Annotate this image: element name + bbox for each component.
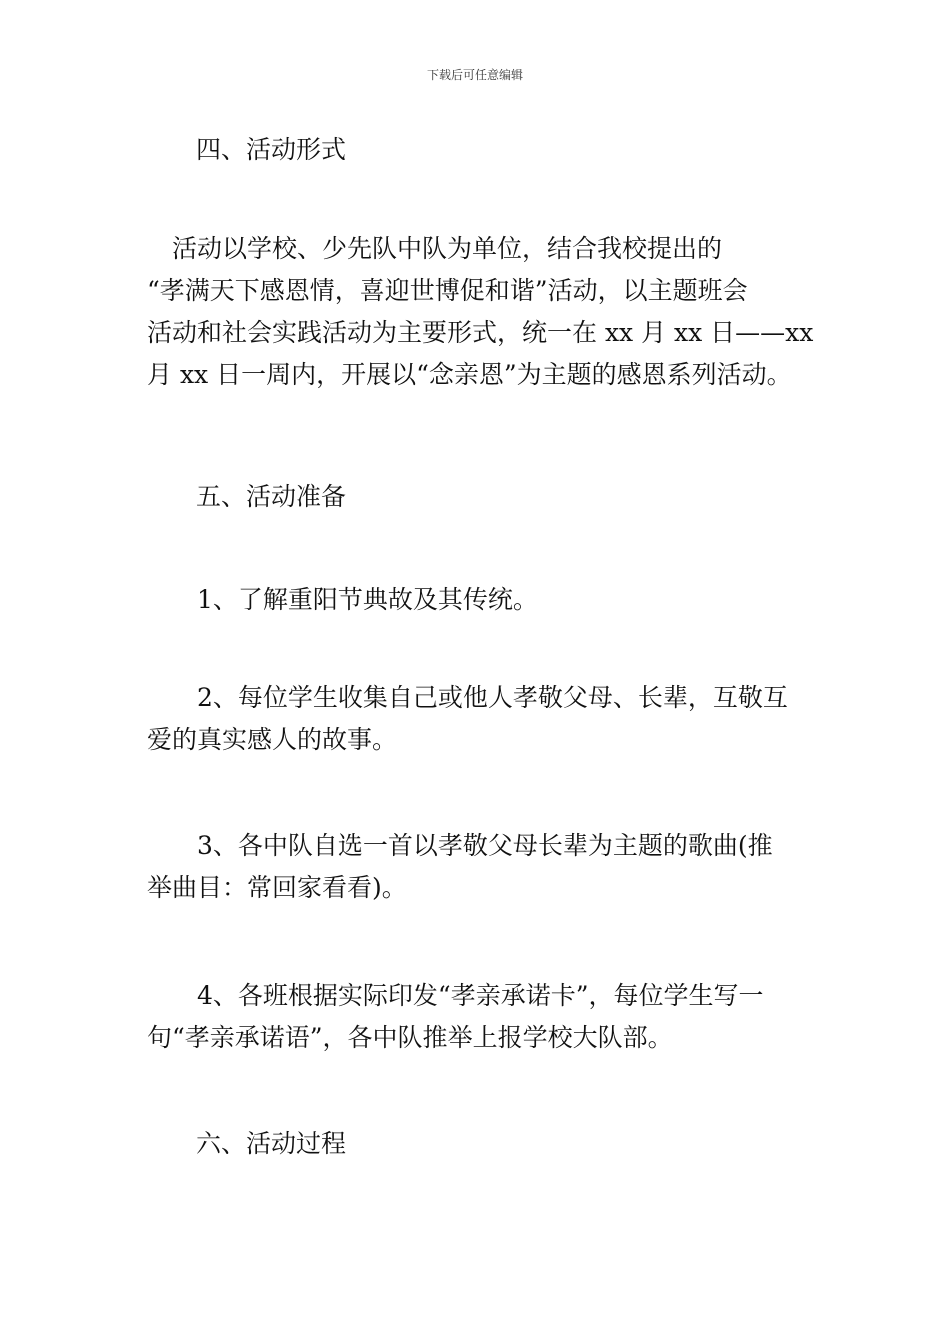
paragraph-line: 活动和社会实践活动为主要形式，统一在 xx 月 xx 日——xx	[147, 318, 814, 347]
prep-item-3	[147, 825, 807, 909]
paragraph-line: 举曲目：常回家看看)。	[147, 873, 407, 902]
prep-item-4	[147, 975, 807, 1059]
section-heading-activity-prep: 五、活动准备	[196, 482, 347, 511]
section-heading-activity-form: 四、活动形式	[196, 135, 347, 164]
paragraph-line: 2、每位学生收集自己或他人孝敬父母、长辈，互敬互	[147, 683, 788, 712]
paragraph-activity-form	[147, 228, 814, 396]
paragraph-line: 爱的真实感人的故事。	[147, 725, 398, 754]
page-header-note: 下载后可任意编辑	[426, 68, 523, 82]
section-heading-activity-process: 六、活动过程	[196, 1129, 347, 1158]
paragraph-line: 活动以学校、少先队中队为单位，结合我校提出的	[147, 234, 723, 263]
paragraph-line: 1、了解重阳节典故及其传统。	[147, 585, 538, 614]
prep-item-1	[147, 579, 807, 621]
paragraph-line: “孝满天下感恩情，喜迎世博促和谐”活动，以主题班会	[147, 276, 748, 305]
paragraph-line: 3、各中队自选一首以孝敬父母长辈为主题的歌曲(推	[147, 831, 773, 860]
paragraph-line: 4、各班根据实际印发“孝亲承诺卡”，每位学生写一	[147, 981, 764, 1010]
paragraph-line: 月 xx 日一周内，开展以“念亲恩”为主题的感恩系列活动。	[147, 360, 792, 389]
prep-item-2	[147, 677, 807, 761]
paragraph-line: 句“孝亲承诺语”，各中队推举上报学校大队部。	[147, 1023, 673, 1052]
